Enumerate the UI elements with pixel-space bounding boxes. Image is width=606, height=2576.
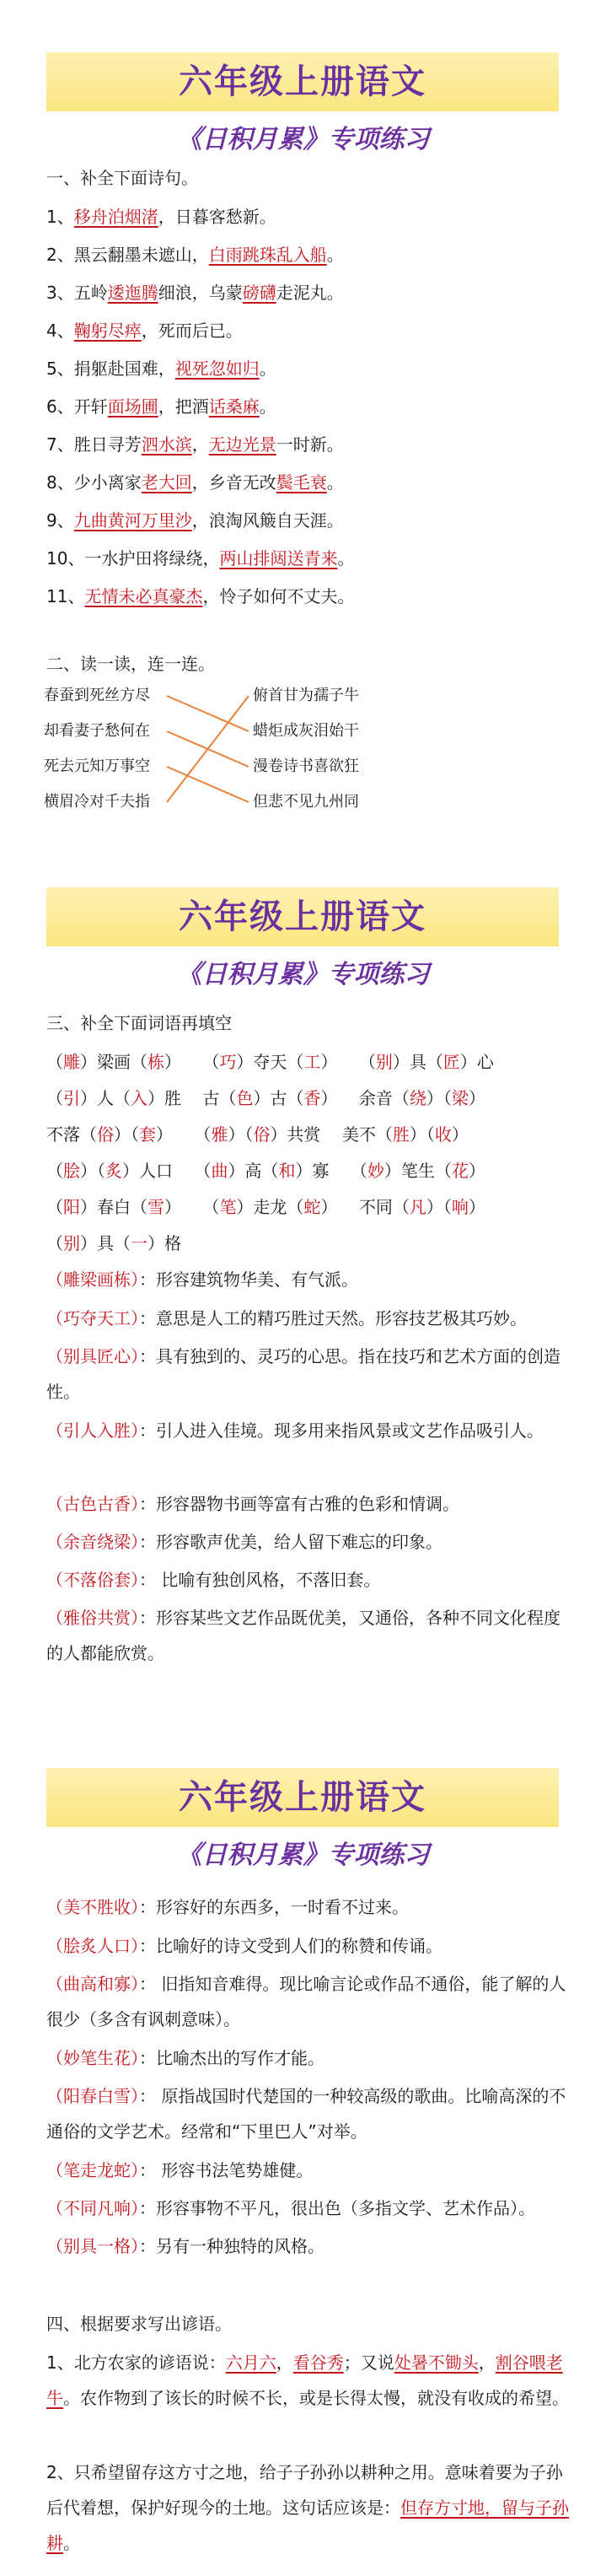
word-answer: 胜	[392, 1124, 410, 1145]
definition-text: ：比喻好的诗文受到人们的称赞和传诵。	[139, 1936, 442, 1956]
word-text: ）（	[426, 1088, 452, 1108]
word-answer: 收	[434, 1124, 452, 1145]
poem-answer: 无边光景	[208, 434, 276, 455]
word-text: ）寡 （	[295, 1161, 367, 1181]
definition-text: ： 形容书法笔势雄健。	[139, 2160, 314, 2180]
poem-answer: 磅礴	[242, 283, 276, 303]
word-answer: 花	[451, 1161, 469, 1181]
word-text: ）胜 古（	[147, 1088, 237, 1108]
poem-text: ，浪淘风簸自天涯。	[191, 510, 344, 531]
part4-heading: 四、根据要求写出谚语。	[46, 2314, 232, 2334]
definition-term: （不落俗套）	[46, 1570, 139, 1590]
part3-heading: 三、补全下面词语再填空	[46, 1013, 232, 1033]
word-text: ）	[468, 1197, 485, 1217]
word-text: ）共赏 美不（	[270, 1124, 393, 1145]
poem-text: 。	[337, 548, 355, 569]
proverb-text: ，	[478, 2352, 496, 2373]
poem-number: 1、	[46, 207, 74, 227]
word-text: （	[46, 1088, 63, 1108]
word-answer: 绕	[409, 1088, 426, 1108]
match-right-item: 但悲不见九州同	[253, 793, 359, 811]
word-answer: 入	[131, 1088, 147, 1108]
word-text: ） 不同（	[320, 1197, 410, 1217]
definition-term: （雕梁画栋）	[46, 1269, 139, 1290]
poem-answer: 面场圃	[107, 396, 158, 417]
word-text: ）（	[114, 1124, 139, 1145]
banner-title: 六年级上册语文	[46, 52, 559, 111]
match-line	[167, 767, 249, 802]
word-answer: 响	[451, 1197, 469, 1217]
word-text: ） （	[320, 1052, 376, 1072]
poem-text: 胜日寻芳	[73, 434, 142, 455]
proverb-answer: 割谷喂老牛	[46, 2352, 563, 2408]
part2-heading: 二、读一读，连一连。	[46, 654, 215, 674]
proverb-answer: 但存方寸地，留与子孙耕	[46, 2498, 569, 2553]
definition-text: ：形容某些文艺作品既优美，又通俗，各种不同文化程度的人都能欣赏。	[46, 1608, 560, 1663]
word-text: ）心	[459, 1052, 494, 1072]
poem-text: ，怜子如何不丈夫。	[202, 586, 355, 606]
poem-text: 细浪，乌蒙	[158, 283, 243, 303]
match-left-item: 春蚕到死丝方尽	[44, 687, 150, 704]
poem-text: 。	[326, 472, 344, 493]
word-text: ）	[468, 1161, 485, 1181]
word-text: ）	[451, 1124, 469, 1145]
poem-text: 少小离家	[73, 472, 142, 493]
poem-text: 。	[326, 245, 344, 265]
word-answer: 阳	[63, 1197, 80, 1217]
proverb-text: 2、只希望留存这方寸之地，给子子孙孙以耕种之用。意味着要为子孙后代着想，保护好现今的土地。这句话应该是：	[46, 2462, 563, 2518]
word-text: ） （	[156, 1124, 212, 1145]
proverb-answer: 六月六	[225, 2352, 276, 2373]
proverb-answer: 处暑不锄头	[394, 2352, 479, 2373]
poem-text: ，	[191, 434, 209, 455]
poem-number: 6、	[46, 396, 74, 417]
word-text: ） （	[164, 1197, 220, 1217]
poem-number: 11、	[46, 586, 85, 606]
word-answer: 妙	[367, 1161, 384, 1181]
poem-number: 8、	[46, 472, 74, 493]
word-text: ）春白（	[80, 1197, 147, 1217]
poem-answer: 鞠躬尽瘁	[73, 321, 142, 341]
banner-subtitle-2: 《日积月累》专项练习	[176, 960, 430, 989]
match-left-item: 横眉冷对千夫指	[44, 793, 150, 811]
proverb-text: ，	[276, 2352, 293, 2373]
word-answer: 工	[303, 1052, 321, 1072]
proverb-text: 。农作物到了该长的时候不长，或是长得太慢，就没有收成的希望。	[63, 2388, 569, 2408]
poem-text: 黑云翻墨未遮山，	[73, 245, 209, 265]
poem-answer: 话桑麻	[208, 396, 260, 417]
word-text: （	[46, 1197, 63, 1217]
poem-number: 2、	[46, 245, 74, 265]
proverb-text: 。	[63, 2533, 80, 2553]
definition-text: ：形容事物不平凡，很出色（多指文学、艺术作品）。	[139, 2198, 535, 2218]
poem-text: ，乡音无改	[191, 472, 276, 493]
definition-term: （引人入胜）	[46, 1420, 139, 1441]
match-line	[167, 696, 249, 731]
word-answer: 梁	[451, 1088, 469, 1108]
word-text: ）人口 （	[122, 1161, 212, 1181]
definition-text: ：另有一种独特的风格。	[139, 2236, 324, 2256]
poem-text: ，日暮客愁新。	[158, 207, 276, 227]
definition-term: （妙笔生花）	[46, 2048, 139, 2068]
definition-text: ：形容器物书画等富有古雅的色彩和情调。	[139, 1494, 459, 1514]
word-answer: 炙	[105, 1161, 122, 1181]
poem-answer: 两山排闼送青来	[219, 548, 338, 569]
definition-text: ：引人进入佳境。现多用来指风景或文艺作品吸引人。	[139, 1420, 544, 1441]
definition-text: ：具有独到的、灵巧的心思。指在技巧和艺术方面的创造性。	[46, 1346, 560, 1402]
poem-text: 。	[259, 396, 276, 417]
definition-term: （脍炙人口）	[46, 1936, 139, 1956]
word-text: ）走龙（	[236, 1197, 304, 1217]
poem-number: 7、	[46, 434, 74, 455]
word-text: ） （	[164, 1052, 220, 1072]
poem-answer: 逶迤腾	[107, 283, 158, 303]
banner-title-2: 六年级上册语文	[46, 887, 559, 946]
part1-heading: 一、补全下面诗句。	[46, 168, 198, 188]
match-right-item: 蜡炬成灰泪始干	[253, 722, 359, 740]
word-text: ）格	[147, 1233, 181, 1253]
poem-number: 10、	[46, 548, 85, 569]
poem-answer: 鬓毛衰	[276, 472, 327, 493]
definition-term: （巧夺天工）	[46, 1308, 139, 1328]
match-right-item: 俯首甘为孺子牛	[253, 687, 359, 704]
match-left-item: 死去元知万事空	[44, 757, 150, 775]
definition-text: ：比喻杰出的写作才能。	[139, 2048, 324, 2068]
word-answer: 别	[375, 1052, 393, 1072]
word-answer: 匠	[442, 1052, 460, 1072]
poem-number: 3、	[46, 283, 74, 303]
word-text: （	[46, 1233, 63, 1253]
banner-title-3: 六年级上册语文	[46, 1768, 559, 1827]
banner-subtitle-3: 《日积月累》专项练习	[176, 1840, 430, 1870]
poem-text: 五岭	[73, 283, 108, 303]
definition-term: （古色古香）	[46, 1494, 139, 1514]
word-text: ）具（	[392, 1052, 443, 1072]
word-answer: 一	[131, 1233, 147, 1253]
poem-number: 9、	[46, 510, 74, 531]
poem-text: 一水护田将绿绕，	[84, 548, 220, 569]
definition-term: （别具匠心）	[46, 1346, 139, 1366]
poem-answer: 泗水滨	[141, 434, 192, 455]
word-answer: 蛇	[303, 1197, 321, 1217]
word-text: ）高（	[228, 1161, 279, 1181]
word-text: ）梁画（	[80, 1052, 147, 1072]
word-text: ）（	[80, 1161, 105, 1181]
definition-term: （不同凡响）	[46, 2198, 139, 2218]
word-answer: 笔	[219, 1197, 237, 1217]
word-text: ）夺天（	[236, 1052, 304, 1072]
proverb-answer: 看谷秀	[292, 2352, 344, 2373]
definition-text: ：意思是人工的精巧胜过天然。形容技艺极其巧妙。	[139, 1308, 527, 1328]
definition-term: （曲高和寡）	[46, 1974, 139, 1994]
definition-text: ： 旧指知音难得。现比喻言论或作品不通俗，能了解的人很少（多含有讽刺意味）。	[46, 1974, 566, 2029]
proverb-text: ；又说	[343, 2352, 394, 2373]
poem-text: 一时新。	[276, 434, 344, 455]
definition-text: ：形容好的东西多，一时看不过来。	[139, 1897, 409, 1917]
word-answer: 雕	[63, 1052, 80, 1072]
definition-term: （别具一格）	[46, 2236, 139, 2256]
poem-text: 走泥丸。	[276, 283, 344, 303]
poem-answer: 老大回	[141, 472, 192, 493]
poem-answer: 视死忽如归	[174, 358, 260, 379]
word-answer: 别	[63, 1233, 80, 1253]
word-answer: 脍	[63, 1161, 80, 1181]
definition-text: ：形容歌声优美，给人留下难忘的印象。	[139, 1532, 442, 1552]
definition-text: ： 原指战国时代楚国的一种较高级的歌曲。比喻高深的不通俗的文学艺术。经常和“下里巴人”对举。	[46, 2086, 566, 2142]
word-text: ）古（	[253, 1088, 304, 1108]
word-text: 不落（	[46, 1124, 97, 1145]
word-text: ） 余音（	[320, 1088, 410, 1108]
word-answer: 曲	[211, 1161, 228, 1181]
match-right-item: 漫卷诗书喜欲狂	[253, 757, 359, 775]
word-text: ）（	[228, 1124, 254, 1145]
word-text: （	[46, 1161, 63, 1181]
definition-term: （雅俗共赏）	[46, 1608, 139, 1628]
poem-text: ，把酒	[158, 396, 209, 417]
word-text: ）	[468, 1088, 485, 1108]
banner-subtitle: 《日积月累》专项练习	[176, 125, 430, 154]
poem-number: 4、	[46, 321, 74, 341]
word-text: ）笔生（	[383, 1161, 452, 1181]
word-text: ）（	[409, 1124, 435, 1145]
poem-answer: 白雨跳珠乱入船	[208, 245, 327, 265]
word-answer: 凡	[409, 1197, 426, 1217]
match-left-item: 却看妻子愁何在	[44, 722, 150, 740]
definition-term: （美不胜收）	[46, 1897, 139, 1917]
word-answer: 雅	[211, 1124, 228, 1145]
word-answer: 香	[303, 1088, 321, 1108]
word-answer: 套	[139, 1124, 156, 1145]
proverb-text: 1、北方农家的谚语说：	[46, 2352, 226, 2373]
definition-text: ：形容建筑物华美、有气派。	[139, 1269, 358, 1290]
word-answer: 巧	[219, 1052, 237, 1072]
definition-text: ： 比喻有独创风格，不落旧套。	[139, 1570, 381, 1590]
word-answer: 和	[278, 1161, 296, 1181]
poem-text: 开轩	[73, 396, 108, 417]
word-answer: 俗	[97, 1124, 114, 1145]
word-text: ）（	[426, 1197, 452, 1217]
definition-term: （笔走龙蛇）	[46, 2160, 139, 2180]
word-text: ）人（	[80, 1088, 131, 1108]
word-answer: 色	[236, 1088, 254, 1108]
poem-answer: 九曲黄河万里沙	[73, 510, 192, 531]
definition-term: （阳春白雪）	[46, 2086, 139, 2106]
poem-answer: 移舟泊烟渚	[73, 207, 158, 227]
poem-text: ，死而后已。	[141, 321, 243, 341]
word-answer: 雪	[147, 1197, 164, 1217]
definition-term: （余音绕梁）	[46, 1532, 139, 1552]
poem-text: 捐躯赴国难，	[73, 358, 175, 379]
word-answer: 引	[63, 1088, 80, 1108]
poem-number: 5、	[46, 358, 74, 379]
word-answer: 栋	[147, 1052, 164, 1072]
word-text: ）具（	[80, 1233, 131, 1253]
match-line	[167, 696, 249, 802]
poem-text: 。	[259, 358, 276, 379]
word-text: （	[46, 1052, 63, 1072]
word-answer: 俗	[253, 1124, 271, 1145]
poem-answer: 无情未必真豪杰	[84, 586, 203, 606]
